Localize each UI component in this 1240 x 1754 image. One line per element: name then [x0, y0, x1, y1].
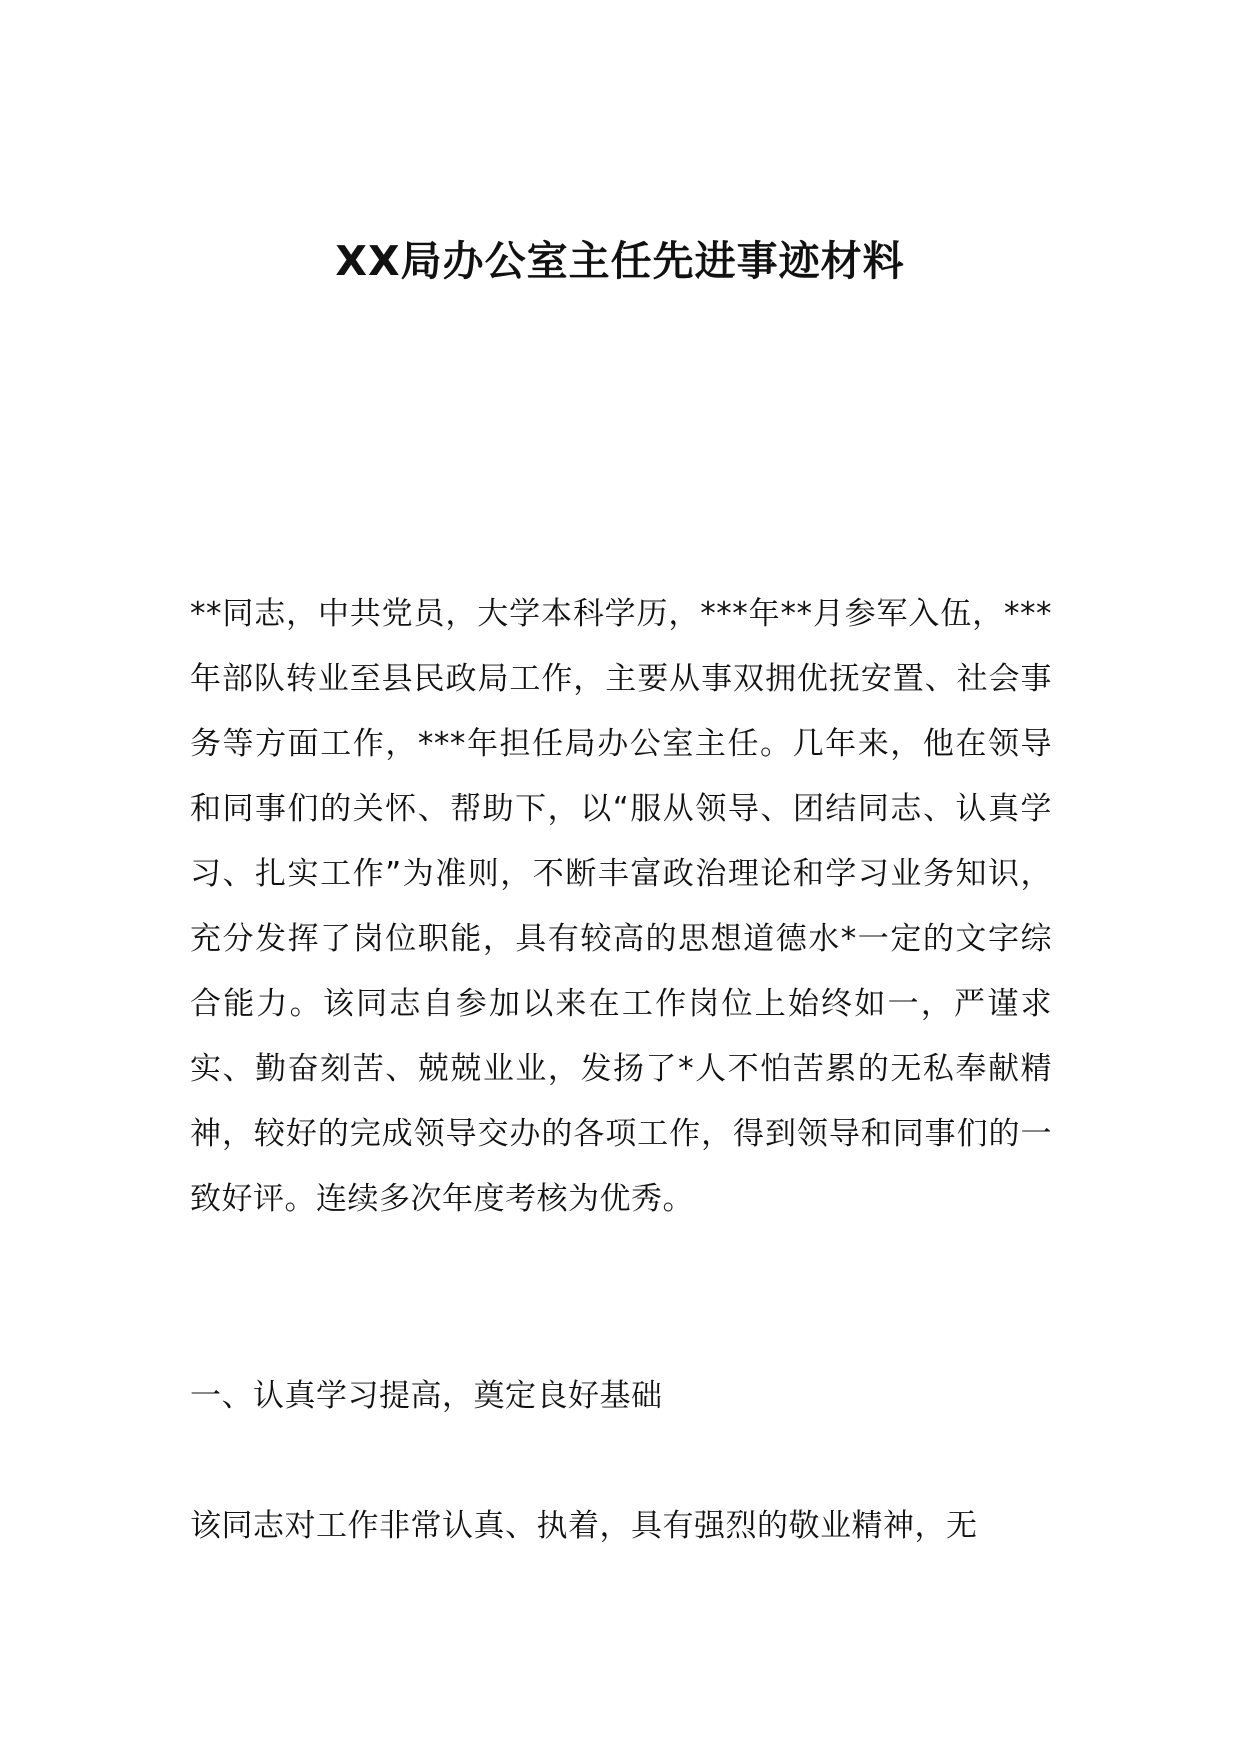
document-title: XX局办公室主任先进事迹材料 [335, 237, 905, 286]
section-paragraph: 该同志对工作非常认真、执着，具有强烈的敬业精神，无 [190, 1508, 978, 1544]
section-heading: 一、认真学习提高，奠定良好基础 [190, 1378, 663, 1414]
intro-paragraph: **同志，中共党员，大学本科学历，***年**月参军入伍，***年部队转业至县民政局工作，主要从事双拥优抚安置、社会事务等方面工作，***年担任局办公室主任。几年来，他在领导和同事们的关怀、帮助下，以“服从领导、团结同志、认真学习、扎实工作”为准则，不断丰富政治理论和学习业务知识，充分发挥了岗位职能，具有较高的思想道德水*一定的文字综合能力。该同志自参加以来在工作岗位上始终如一，严谨求实、勤奋刻苦、兢兢业业，发扬了*人不怕苦累的无私奉献精神，较好的完成领导交办的各项工作，得到领导和同事们的一致好评。连续多次年度考核为优秀。 [190, 596, 1052, 1217]
